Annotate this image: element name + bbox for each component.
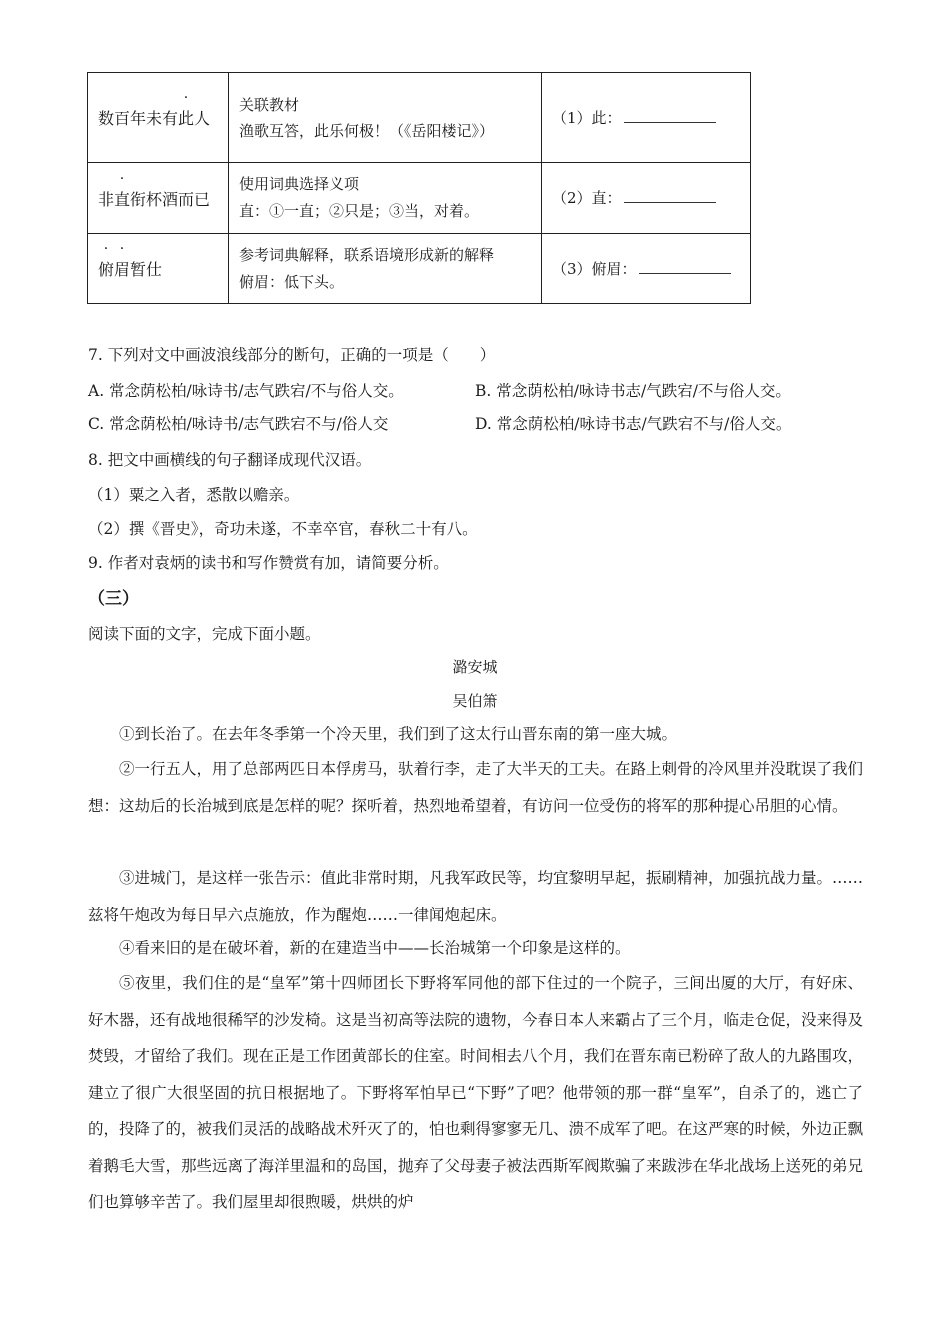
answer-cell [542, 234, 751, 304]
answer-blank[interactable] [639, 259, 731, 274]
section-heading: （三） [88, 589, 139, 609]
method-label: 使用词典选择义项 [239, 175, 360, 193]
question-7-option-b[interactable]: B. 常念荫松柏/咏诗书志/气跌宕/不与俗人交。 [475, 382, 791, 400]
method-example: 渔歌互答，此乐何极！（《岳阳楼记》） [239, 122, 495, 140]
question-7-stem: 7. 下列对文中画波浪线部分的断句，正确的一项是（ ） [88, 346, 496, 364]
dotted-char: 眉 [114, 260, 131, 279]
method-cell [229, 234, 542, 304]
answer-blank[interactable] [624, 108, 716, 123]
article-author: 吴伯箫 [452, 692, 498, 710]
article-title: 潞安城 [452, 658, 498, 676]
question-8-sentence-1: （1）粟之入者，悉散以赡亲。 [88, 486, 300, 504]
word-text: 暂仕 [130, 260, 163, 279]
word-text: 数百年未有 [98, 109, 179, 128]
method-example: 俯眉：低下头。 [239, 272, 345, 291]
question-7-option-a[interactable]: A. 常念荫松柏/咏诗书/志气跌宕/不与俗人交。 [88, 382, 404, 400]
question-8-stem: 8. 把文中画横线的句子翻译成现代汉语。 [88, 451, 372, 469]
article-paragraph: ②一行五人，用了总部两匹日本俘虏马，驮着行李，走了大半天的工夫。在路上刺骨的冷风里并没耽误了我们想：这劫后的长治城到底是怎样的呢？探听着，热烈地希望着，有访问一位受伤的将军的那种提心吊胆的心情。 [88, 760, 864, 815]
word-text: 人 [194, 109, 211, 128]
answer-cell [542, 163, 751, 234]
answer-blank[interactable] [624, 188, 716, 203]
question-7-option-c[interactable]: C. 常念荫松柏/咏诗书/志气跌宕不与/俗人交 [88, 415, 389, 433]
method-cell [229, 73, 542, 163]
vocabulary-table [87, 72, 751, 304]
word-cell [88, 163, 229, 234]
article-paragraph: ①到长治了。在去年冬季第一个冷天里，我们到了这太行山晋东南的第一座大城。 [119, 725, 678, 743]
article-paragraph: ④看来旧的是在破坏着，新的在建造当中——长治城第一个印象是这样的。 [119, 939, 631, 957]
section-instruction: 阅读下面的文字，完成下面小题。 [88, 625, 321, 643]
table-row [88, 163, 751, 234]
answer-label: （2）直： [552, 189, 622, 207]
word-cell [88, 73, 229, 163]
table-row [88, 234, 751, 304]
dotted-char: 直 [114, 189, 131, 209]
method-cell [229, 163, 542, 234]
answer-label: （3）俯眉： [552, 259, 637, 278]
method-label: 参考词典解释，联系语境形成新的解释 [239, 245, 495, 264]
word-cell [88, 234, 229, 304]
article-paragraph: ⑤夜里，我们住的是“皇军”第十四师团长下野将军同他的部下住过的一个院子，三间出厦的大厅，有好床、好木器，还有战地很稀罕的沙发椅。这是当初高等法院的遗物，今春日本人来霸占了三个月，临走仓促，没来得及焚毁，才留给了我们。现在正是工作团黄部长的住室。时间相去八个月，我们在晋东南已粉碎了敌人的九路围攻，建立了很广大很坚固的抗日根据地了。下野将军怕早已“下野”了吧？他带领的那一群“皇军”，自杀了的，逃亡了的，投降了的，被我们灵活的战略战术歼灭了的，怕也剩得寥寥无几、溃不成军了吧。在这严寒的时候，外边正飘着鹅毛大雪，那些远离了海洋里温和的岛国，抛弃了父母妻子被法西斯军阀欺骗了来跋涉在华北战场上送死的弟兄们也算够辛苦了。我们屋里却很煦暖，烘烘的炉 [88, 974, 864, 1211]
dotted-char: 俯 [98, 260, 115, 279]
table-row [88, 73, 751, 163]
question-9-stem: 9. 作者对袁炳的读书和写作赞赏有加，请简要分析。 [88, 554, 449, 572]
dotted-char: 此 [178, 109, 195, 128]
word-text: 非 [98, 189, 115, 209]
question-7-option-d[interactable]: D. 常念荫松柏/咏诗书志/气跌宕不与/俗人交。 [475, 415, 792, 433]
answer-cell [542, 73, 751, 163]
method-example: 直：①一直；②只是；③当，对着。 [239, 202, 480, 220]
word-text: 衔杯酒而已 [130, 189, 211, 209]
answer-label: （1）此： [552, 108, 622, 127]
question-8-sentence-2: （2）撰《晋史》，奇功未遂，不幸卒官，春秋二十有八。 [88, 520, 478, 538]
article-paragraph: ③进城门，是这样一张告示：值此非常时期，凡我军政民等，均宜黎明早起，振刷精神，加强抗战力量。……兹将午炮改为每日早六点施放，作为醒炮……一律闻炮起床。 [88, 869, 864, 924]
method-label: 关联教材 [239, 96, 300, 114]
